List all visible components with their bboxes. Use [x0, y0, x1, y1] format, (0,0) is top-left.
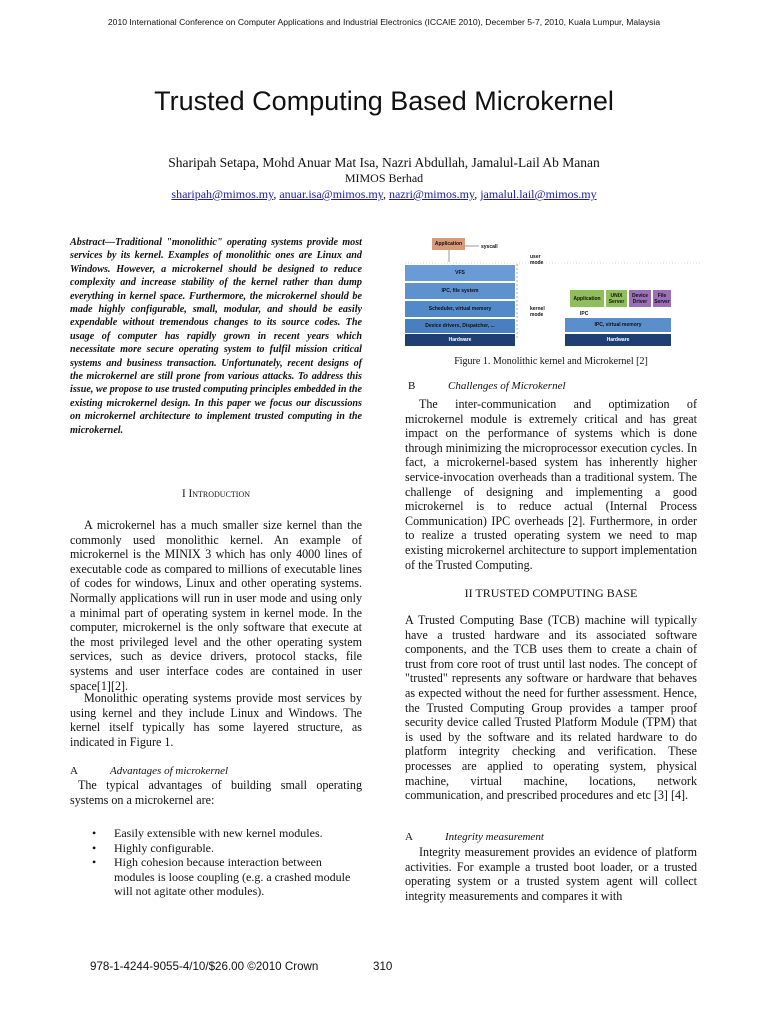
- email-link[interactable]: anuar.isa@mimos.my: [279, 187, 383, 201]
- author-list: Sharipah Setapa, Mohd Anuar Mat Isa, Nazri Abdullah, Jamalul-Lail Ab Manan: [168, 155, 600, 170]
- challenges-paragraph: The inter-communication and optimization of microkernel module is extremely critical and has great impact on the performance of systems which is done through minimizing the microprocessor execution cycles. In fact, a microkernel-based system has inherently higher service-invocation overheads than a traditional system. The challenge of designing and implementing a good microkernel is to reduce actual (Internal Process Communication) IPC overheads [2]. Furthermore, in order to realize a trusted operating system we need to map existing microkernel architecture to support implementation of the Trusted Computing.: [405, 397, 697, 572]
- device-drivers-layer: Device drivers, Dispatcher, ...: [405, 319, 515, 333]
- advantages-list: [70, 826, 362, 899]
- syscall-label: syscall: [481, 244, 498, 250]
- advantages-paragraph: The typical advantages of building small operating systems on a microkernel are:: [70, 778, 362, 807]
- integrity-paragraph: Integrity measurement provides an evidence of platform activities. For example a trusted boot loader, or a trusted operating system or a trusted system agent will collect integrity measurements and compares it with: [405, 845, 697, 903]
- unix-server-box: UNIX Server: [606, 290, 627, 307]
- conference-header: 2010 International Conference on Computer Applications and Industrial Electronics (ICCAIE 2010), December 5-7, 2010, Kuala Lumpur, Malaysia: [107, 17, 661, 27]
- intro-paragraph-2: Monolithic operating systems provide most services by using kernel and they include Linux and Windows. The kernel itself typically has some layered structure, as indicated in Figure 1.: [70, 691, 362, 749]
- list-item: • Highly configurable.: [92, 840, 214, 855]
- email-link[interactable]: sharipah@mimos.my: [171, 187, 274, 201]
- application-server-box: Application: [570, 290, 604, 307]
- ipc-label: IPC: [580, 311, 589, 317]
- page-number: 310: [373, 960, 393, 973]
- file-server-box: File Server: [653, 290, 671, 307]
- tcb-paragraph: A Trusted Computing Base (TCB) machine will typically have a trusted hardware and its associated software components, and the TCB uses them to create a chain of trust from core root of trust until last nodes. The concept of "trusted" represents any software or hardware that behaves as expected without the need for further assessment. Hence, the Trusted Computing Group provides a tamper proof security device called Trusted Platform Module (TPM) that is used by the software and its related hardware to do platform integrity checking and verification. These processes are applied to operating system, physical machine, virtual machine, locations, network communication, and prescribed procedures and etc [3] [4].: [405, 613, 697, 803]
- scheduler-layer: Scheduler, virtual memory: [405, 301, 515, 317]
- ipc-filesystem-layer: IPC, file system: [405, 283, 515, 299]
- application-box: Application: [432, 238, 465, 250]
- email-link[interactable]: nazri@mimos.my: [388, 187, 475, 201]
- email-link[interactable]: jamalul.lail@mimos.my: [480, 187, 597, 201]
- paper-title: Trusted Computing Based Microkernel: [154, 86, 614, 116]
- figure-caption: Figure 1. Monolithic kernel and Microkernel [2]: [454, 356, 648, 367]
- vfs-layer: VFS: [405, 265, 515, 281]
- subsection-heading-advantages: A Advantages of microkernel: [70, 765, 229, 777]
- list-item: • Easily extensible with new kernel modules.: [92, 826, 323, 840]
- subsection-heading-challenges: B Challenges of Microkernel: [408, 380, 566, 392]
- section-heading-introduction: I Introduction: [181, 488, 251, 500]
- bullet-icon: •: [92, 840, 97, 855]
- copyright-footer: 978-1-4244-9055-4/10/$26.00 ©2010 Crown: [90, 960, 319, 973]
- figure-1: [405, 234, 700, 346]
- intro-paragraph-1: A microkernel has a much smaller size kernel than the commonly used monolithic kernel. An example of microkernel is the MINIX 3 which has only 4000 lines of executable code as compared to millions of executable lines of codes for windows, Linux and other operating systems. Normally applications will run in user mode and using only a minimal part of operating system in kernel mode. In the computer, microkernel is the only software that execute at the most privileged level and the other operating system services, such as device drivers, protocol stacks, file systems and user interface codes are contained in user space[1][2].: [70, 518, 362, 693]
- user-mode-label: user mode: [530, 254, 544, 266]
- bullet-icon: •: [92, 855, 97, 870]
- subsection-heading-integrity: A Integrity measurement: [405, 831, 544, 843]
- list-item: • High cohesion because interaction between modules is loose coupling (e.g. a crashed module will not agitate other modules).: [92, 855, 351, 899]
- device-driver-box: Device Driver: [629, 290, 651, 307]
- bullet-icon: •: [92, 826, 97, 840]
- monolithic-hardware-layer: Hardware: [405, 334, 515, 346]
- institution: MIMOS Berhad: [344, 171, 424, 185]
- ipc-virtual-memory-layer: IPC, virtual memory: [565, 318, 671, 332]
- kernel-mode-label: kernel mode: [530, 306, 545, 318]
- microkernel-hardware-layer: Hardware: [565, 334, 671, 346]
- section-heading-tcb: II TRUSTED COMPUTING BASE: [464, 586, 638, 600]
- abstract: Abstract—Traditional "monolithic" operating systems provide most services by its kernel. Examples of monolithic ones are Linux and Windows. However, a microkernel should be designed to reduce complexity and increase stability of the kernel rather than dump everything in kernel space. Furthermore, the microkernel should be made highly configurable, small, modular, and should be easily expendable without tremendous changes to its source codes. The usage of computer has rapidly grown in recent years which necessitate more secure operating system to fulfil mission critical systems and business transaction. Unfortunately, recent designs of the microkernel are still prone from various attacks. To address this issue, we propose to use trusted computing principles embedded in the existing microkernel design. In this paper we focus our discussions on microkernel architecture to implement trusted computing in the microkernel.: [70, 237, 362, 436]
- email-list: sharipah@mimos.my, anuar.isa@mimos.my, nazri@mimos.my, jamalul.lail@mimos.my: [171, 187, 597, 201]
